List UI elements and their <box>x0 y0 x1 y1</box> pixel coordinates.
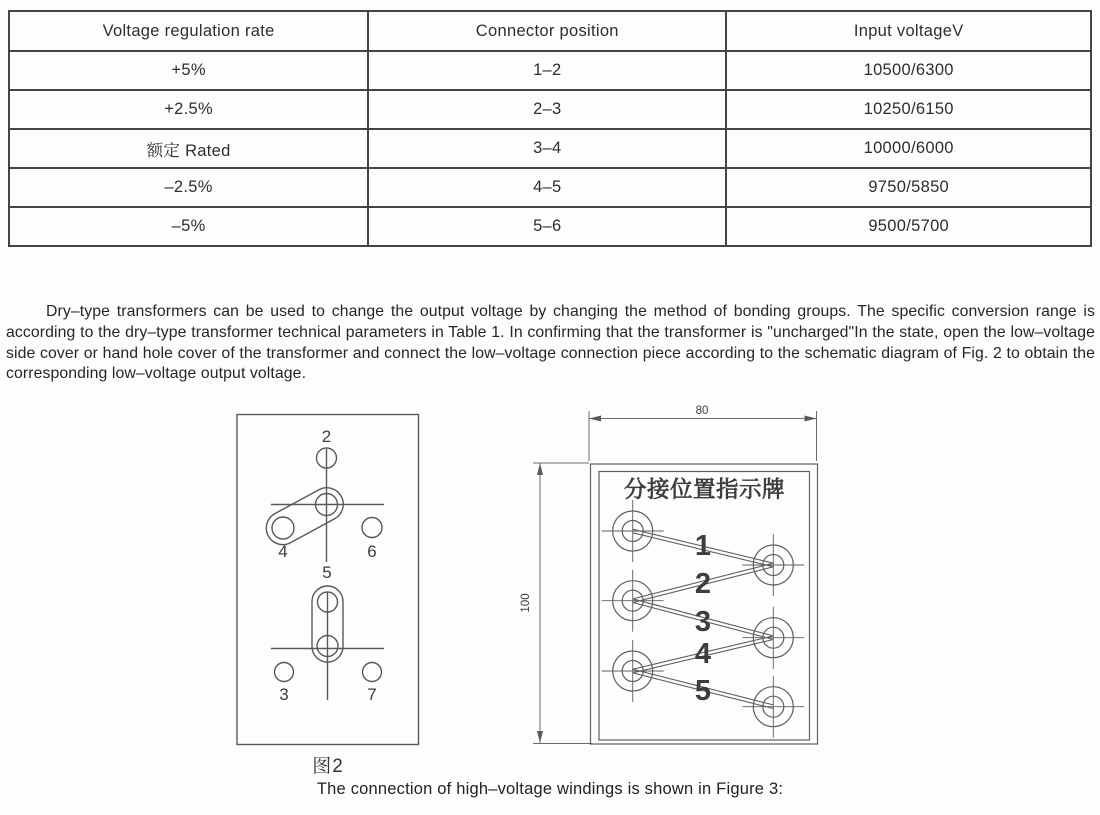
voltage-regulation-table <box>8 10 1092 247</box>
figure-2-caption: 图2 <box>312 756 344 777</box>
cell-input-voltage: 10250/6150 <box>726 90 1091 129</box>
width-dimension-value: 80 <box>695 405 709 417</box>
height-dimension-value: 100 <box>520 593 532 613</box>
terminal-5-label: 5 <box>322 563 332 582</box>
table-row <box>9 168 1091 207</box>
cell-input-voltage: 9500/5700 <box>726 207 1091 246</box>
position-1-label: 1 <box>694 530 712 562</box>
bolt-hole <box>742 607 804 669</box>
cell-input-voltage: 10000/6000 <box>726 129 1091 168</box>
col-header-input-voltage: Input voltageV <box>726 11 1091 51</box>
plate-title: 分接位置指示牌 <box>623 477 786 502</box>
terminal-7-hole <box>363 663 382 682</box>
cell-input-voltage: 9750/5850 <box>726 168 1091 207</box>
terminal-4-label: 4 <box>278 542 288 561</box>
arrow-left-icon <box>589 416 601 422</box>
table-header <box>9 11 1091 51</box>
table-row <box>9 207 1091 246</box>
dimension-lines <box>533 411 817 744</box>
col-header-voltage-regulation-rate: Voltage regulation rate <box>9 11 368 51</box>
cell-connector-position: 3–4 <box>368 129 726 168</box>
position-3-label: 3 <box>694 606 712 638</box>
arrow-up-icon <box>537 463 543 475</box>
cell-input-voltage: 10500/6300 <box>726 51 1091 90</box>
bolt-hole <box>602 640 664 702</box>
cell-regulation-rate: –5% <box>9 207 368 246</box>
cell-connector-position: 4–5 <box>368 168 726 207</box>
terminal-4-hole <box>272 517 294 539</box>
arrow-down-icon <box>537 731 543 743</box>
terminal-2-label: 2 <box>321 427 332 446</box>
angled-connector-link <box>260 482 349 551</box>
cell-regulation-rate: –2.5% <box>9 168 368 207</box>
terminal-6-label: 6 <box>367 542 377 561</box>
arrow-right-icon <box>805 416 817 422</box>
body-paragraph: Dry–type transformers can be used to change the output voltage by changing the method of bonding groups. The specific conversion range is according to the dry–type transformer technical parameters in Table 1. In confirming that the transformer is "uncharged"In the state, open the low–voltage side cover or hand hole cover of the transformer and connect the low–voltage connection piece according to the schematic diagram of Fig. 2 to obtain the corresponding low–voltage output voltage. <box>6 303 1095 383</box>
table-body <box>9 51 1091 246</box>
bolt-hole <box>602 570 664 632</box>
bolt-hole <box>602 500 664 562</box>
terminal-3-label: 3 <box>279 685 289 704</box>
col-header-connector-position: Connector position <box>368 11 726 51</box>
terminal-3-hole <box>275 663 294 682</box>
bolt-hole <box>742 534 804 596</box>
tap-position-indicator-plate-diagram <box>505 395 840 755</box>
terminal-7-label: 7 <box>367 685 377 704</box>
bolt-hole <box>742 676 804 738</box>
cell-connector-position: 1–2 <box>368 51 726 90</box>
position-5-label: 5 <box>694 675 712 707</box>
table-row <box>9 90 1091 129</box>
table-row <box>9 129 1091 168</box>
cell-regulation-rate: +5% <box>9 51 368 90</box>
dimension-arrowheads <box>537 416 817 744</box>
table-row <box>9 51 1091 90</box>
figure-2-tap-connector-diagram <box>236 413 420 746</box>
cell-regulation-rate: +2.5% <box>9 90 368 129</box>
position-2-label: 2 <box>694 568 712 600</box>
table-header-row <box>9 11 1091 51</box>
cell-connector-position: 5–6 <box>368 207 726 246</box>
cell-connector-position: 2–3 <box>368 90 726 129</box>
position-number-labels <box>695 530 711 707</box>
cell-regulation-rate: 额定 Rated <box>9 129 368 168</box>
figure-3-reference-text: The connection of high–voltage windings is shown in Figure 3: <box>316 780 784 798</box>
terminal-6-hole <box>362 518 382 538</box>
position-4-label: 4 <box>694 638 712 670</box>
